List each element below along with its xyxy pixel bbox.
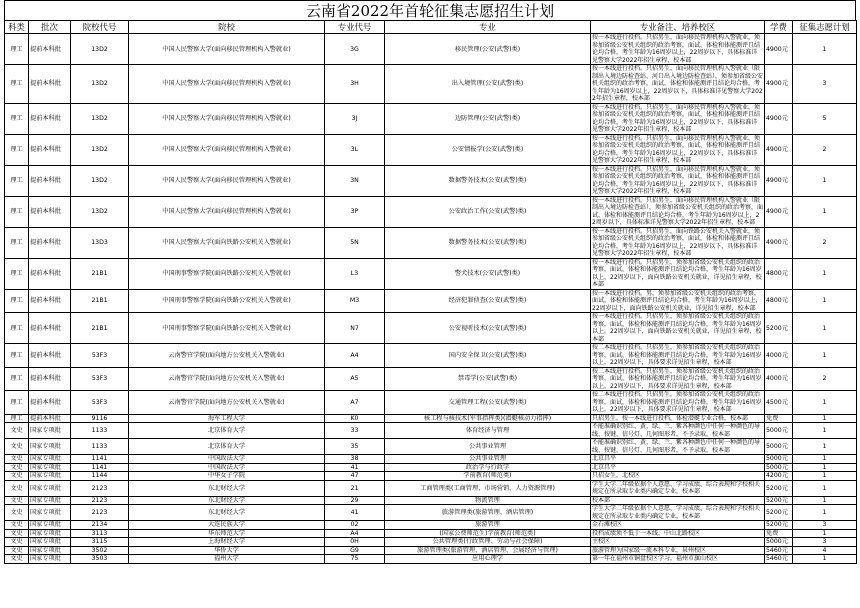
major-cell: 国内安全保卫(公安(武警)类) xyxy=(385,344,591,368)
quota-cell: 1 xyxy=(793,505,857,521)
subject-cell: 理工 xyxy=(5,103,29,134)
tuition-cell: 4800元 xyxy=(765,258,793,289)
major-cell: 物流管理 xyxy=(385,496,591,505)
page-title: 云南省2022年首轮征集志愿招生计划 xyxy=(4,0,856,20)
tuition-cell: 4000元 xyxy=(765,367,793,391)
quota-cell: 1 xyxy=(793,463,857,472)
major-cell: 数据警务技术(公安(武警)类) xyxy=(385,165,591,196)
header-cell: 院校 xyxy=(129,21,325,34)
header-cell: 科类 xyxy=(5,21,29,34)
tuition-cell: 免费 xyxy=(765,414,793,423)
batch-cell: 国家专项批 xyxy=(29,538,71,547)
major-code-cell: 5N xyxy=(325,227,385,258)
notes-cell: 学生大学二年级依据个人意愿、学习成绩、综合表现和学校相关规定在所录取专业类内确定专业，校本部 xyxy=(591,505,765,521)
subject-cell: 文史 xyxy=(5,555,29,564)
header-row xyxy=(5,21,857,34)
table-body xyxy=(5,34,857,564)
batch-cell: 国家专项批 xyxy=(29,472,71,481)
major-code-cell: 47 xyxy=(325,472,385,481)
subject-cell: 理工 xyxy=(5,258,29,289)
tuition-cell: 5200元 xyxy=(765,505,793,521)
notes-cell: 按一本线进行投档。只招男生，面向移民管理机构入警就业（限制出入境边防检查站、河口出入境边防检查站），须参加省级公安机关组织的政治考察，面试，体检和体能测评且结论均合格，考生年龄为16周岁以上，22周岁以下，具体标准详见警察大学2022年招生章程，校本部 xyxy=(592,65,764,102)
major-code-cell: 35 xyxy=(325,439,385,455)
table-row xyxy=(5,289,857,313)
school-cell: 云南警官学院(面向地方公安机关入警就业) xyxy=(129,367,325,391)
tuition-cell: 4900元 xyxy=(765,165,793,196)
major-cell: 经济犯罪侦查(公安(武警)类) xyxy=(385,289,591,313)
school-code-cell: 9116 xyxy=(71,414,129,423)
header-cell: 专业代号 xyxy=(325,21,385,34)
batch-cell: 国家专项批 xyxy=(29,463,71,472)
tuition-cell: 5000元 xyxy=(765,455,793,464)
tuition-cell: 4900元 xyxy=(765,196,793,227)
school-cell: 华侨大学 xyxy=(129,546,325,555)
major-code-cell: M3 xyxy=(325,289,385,313)
batch-cell: 提前本科批 xyxy=(29,227,71,258)
batch-cell: 提前本科批 xyxy=(29,196,71,227)
notes-cell: 旅游管理为国家级一流本科专业，泉州校区 xyxy=(591,546,765,555)
batch-cell: 国家专项批 xyxy=(29,555,71,564)
notes-cell: 只招女生，北校区 xyxy=(591,472,765,481)
table-row xyxy=(5,439,857,455)
table-row xyxy=(5,65,857,104)
major-cell: 移民管理(公安(武警)类) xyxy=(385,34,591,65)
notes-cell: 学生大学二年级依据个人意愿、学习成绩、综合表现和学校相关规定在所录取专业类内确定专业，校本部 xyxy=(591,480,765,496)
major-cell: 核工程与核技术(军事指挥类)(潜艇核动力指挥) xyxy=(385,414,591,423)
table-row xyxy=(5,496,857,505)
school-code-cell: 1133 xyxy=(71,439,129,455)
subject-cell: 理工 xyxy=(5,414,29,423)
school-cell: 华东师范大学 xyxy=(129,529,325,538)
notes-cell: 不能准确识别红、黄、绿、兰、紫各种颜色中任何一种颜色的导线、按键、信号灯、几何图形者，不予录取，校本部 xyxy=(591,439,765,455)
school-code-cell: 3115 xyxy=(71,538,129,547)
batch-cell: 提前本科批 xyxy=(29,344,71,368)
batch-cell: 提前本科批 xyxy=(29,313,71,344)
major-cell: 数据警务技术(公安(武警)类) xyxy=(385,227,591,258)
major-cell: 警犬技术(公安(武警)类) xyxy=(385,258,591,289)
school-cell: 中国政法大学 xyxy=(129,463,325,472)
major-cell: 应用心理学 xyxy=(385,555,591,564)
subject-cell: 理工 xyxy=(5,289,29,313)
batch-cell: 提前本科批 xyxy=(29,258,71,289)
batch-cell: 国家专项批 xyxy=(29,423,71,439)
notes-cell: 按一本线进行投档。只招男生，面向移民管理机构入警就业，须参加省级公安机关组织的政治考察，面试，体检和体能测评且结论均合格，考生年龄为16周岁以上，22周岁以下，具体标准详见警察大学2022年招生章程，校本部 xyxy=(591,165,765,196)
tuition-cell: 5200元 xyxy=(765,313,793,344)
school-cell: 中国人民警察大学(面向移民管理机构入警就业) xyxy=(129,34,325,65)
notes-cell: 北京昌平 xyxy=(591,463,765,472)
school-cell: 中国刑事警察学院(面向铁路公安机关入警就业) xyxy=(129,258,325,289)
major-cell: 公共事业管理 xyxy=(385,439,591,455)
school-cell: 中国刑事警察学院(面向铁路公安机关入警就业) xyxy=(129,313,325,344)
school-code-cell: 2134 xyxy=(71,521,129,530)
notes-cell: 按一本线进行投档。只招男生，面向移民管理机构入警就业，须参加省级公安机关组织的政治考察，面试，体检和体能测评且结论均合格，考生年龄为16周岁以上，22周岁以下，具体标准详见警察大学2022年招生章程，校本部 xyxy=(591,103,765,134)
subject-cell: 文史 xyxy=(5,472,29,481)
batch-cell: 提前本科批 xyxy=(29,367,71,391)
quota-cell: 1 xyxy=(793,165,857,196)
quota-cell: 1 xyxy=(793,439,857,455)
header-cell: 学费 xyxy=(765,21,793,34)
quota-cell: 4 xyxy=(793,546,857,555)
school-cell: 东北财经大学 xyxy=(129,496,325,505)
quota-cell: 3 xyxy=(793,521,857,530)
school-code-cell: 3113 xyxy=(71,529,129,538)
school-code-cell: 13D2 xyxy=(71,165,129,196)
subject-cell: 文史 xyxy=(5,463,29,472)
major-code-cell: K0 xyxy=(325,414,385,423)
school-cell: 中国刑事警察学院(面向铁路公安机关入警就业) xyxy=(129,289,325,313)
major-code-cell: 3N xyxy=(325,165,385,196)
table-row xyxy=(5,391,857,415)
batch-cell: 国家专项批 xyxy=(29,455,71,464)
quota-cell: 1 xyxy=(793,313,857,344)
batch-cell: 国家专项批 xyxy=(29,521,71,530)
batch-cell: 提前本科批 xyxy=(29,134,71,165)
admission-plan-table xyxy=(4,20,857,564)
school-cell: 中国人民警察大学(面向移民管理机构入警就业) xyxy=(129,165,325,196)
major-code-cell: 29 xyxy=(325,496,385,505)
batch-cell: 国家专项批 xyxy=(29,546,71,555)
quota-cell: 5 xyxy=(793,103,857,134)
major-code-cell: 41 xyxy=(325,505,385,521)
quota-cell: 1 xyxy=(793,496,857,505)
table-row xyxy=(5,423,857,439)
quota-cell: 1 xyxy=(793,391,857,415)
header-cell: 征集志愿计划 xyxy=(793,21,857,34)
major-code-cell: 21 xyxy=(325,480,385,496)
batch-cell: 国家专项批 xyxy=(29,496,71,505)
table-row xyxy=(5,480,857,496)
school-cell: 东北财经大学 xyxy=(129,480,325,496)
table-row xyxy=(5,165,857,196)
subject-cell: 理工 xyxy=(5,65,29,104)
tuition-cell: 4900元 xyxy=(765,65,793,104)
school-code-cell: 21B1 xyxy=(71,313,129,344)
notes-cell: 按二本线进行投档。只招男生，须参加省级公安机关组织的政治考察，面试，体检和体能测评且结论均合格，考生年龄为16周岁以上，22周岁以下，具体要求详见招生章程，校本部 xyxy=(591,367,765,391)
school-cell: 中国人民警察大学(面向移民管理机构入警就业) xyxy=(129,196,325,227)
tuition-cell: 4900元 xyxy=(765,134,793,165)
batch-cell: 提前本科批 xyxy=(29,391,71,415)
quota-cell: 1 xyxy=(793,529,857,538)
tuition-cell: 5200元 xyxy=(765,480,793,496)
school-cell: 中华女子学院 xyxy=(129,472,325,481)
tuition-cell: 4900元 xyxy=(765,227,793,258)
batch-cell: 提前本科批 xyxy=(29,103,71,134)
quota-cell: 2 xyxy=(793,367,857,391)
table-row xyxy=(5,414,857,423)
school-code-cell: 13D3 xyxy=(71,227,129,258)
major-code-cell: L3 xyxy=(325,258,385,289)
subject-cell: 文史 xyxy=(5,480,29,496)
batch-cell: 提前本科批 xyxy=(29,34,71,65)
school-code-cell: 53F3 xyxy=(71,367,129,391)
table-row xyxy=(5,103,857,134)
tuition-cell: 4500元 xyxy=(765,391,793,415)
tuition-cell: 5000元 xyxy=(765,538,793,547)
school-cell: 中国人民警察大学(面向铁路公安机关入警就业) xyxy=(129,227,325,258)
quota-cell: 1 xyxy=(793,196,857,227)
notes-cell: 不能准确识别红、黄、绿、兰、紫各种颜色中任何一种颜色的导线、按键、信号灯、几何图形者，不予录取，校本部 xyxy=(591,423,765,439)
quota-cell: 1 xyxy=(793,455,857,464)
subject-cell: 理工 xyxy=(5,165,29,196)
tuition-cell: 4000元 xyxy=(765,344,793,368)
tuition-cell: 4200元 xyxy=(765,472,793,481)
subject-cell: 文史 xyxy=(5,529,29,538)
table-row xyxy=(5,529,857,538)
school-code-cell: 1141 xyxy=(71,455,129,464)
tuition-cell: 4800元 xyxy=(765,289,793,313)
batch-cell: 国家专项批 xyxy=(29,529,71,538)
quota-cell: 3 xyxy=(793,538,857,547)
subject-cell: 文史 xyxy=(5,423,29,439)
major-code-cell: 3H xyxy=(325,65,385,104)
school-cell: 北京体育大学 xyxy=(129,439,325,455)
major-cell: 边防管理(公安(武警)类) xyxy=(385,103,591,134)
notes-cell: 金石滩校区 xyxy=(591,521,765,530)
school-code-cell: 2123 xyxy=(71,505,129,521)
school-code-cell: 1144 xyxy=(71,472,129,481)
notes-cell: 按一本线进行投档。只招男生，面向铁路公安机关入警就业，须参加省级公安机关组织的政治考察，面试，体检和体能测评且结论均合格，考生年龄为16周岁以上，22周岁以下，具体标准详见警察大学2022年招生章程，校本部 xyxy=(591,227,765,258)
school-cell: 福州大学 xyxy=(129,555,325,564)
major-code-cell: N7 xyxy=(325,313,385,344)
batch-cell: 国家专项批 xyxy=(29,480,71,496)
subject-cell: 文史 xyxy=(5,455,29,464)
major-code-cell: 3P xyxy=(325,196,385,227)
school-code-cell: 1141 xyxy=(71,463,129,472)
major-cell: 学前教育(师范类) xyxy=(385,472,591,481)
batch-cell: 国家专项批 xyxy=(29,505,71,521)
header-cell: 专业备注、培养校区 xyxy=(591,21,765,34)
subject-cell: 文史 xyxy=(5,505,29,521)
major-cell: 旅游管理类(旅游管理、酒店管理、会展经济与管理) xyxy=(385,546,591,555)
subject-cell: 理工 xyxy=(5,391,29,415)
table-row xyxy=(5,463,857,472)
batch-cell: 提前本科批 xyxy=(29,414,71,423)
table-row xyxy=(5,472,857,481)
subject-cell: 文史 xyxy=(5,496,29,505)
header-cell: 院校代号 xyxy=(71,21,129,34)
major-code-cell: 0H xyxy=(325,538,385,547)
table-row xyxy=(5,455,857,464)
major-cell: 公安视听技术(公安(武警)类) xyxy=(385,313,591,344)
quota-cell: 3 xyxy=(793,65,857,104)
quota-cell: 1 xyxy=(793,414,857,423)
major-code-cell: A4 xyxy=(325,344,385,368)
major-code-cell: 33 xyxy=(325,423,385,439)
school-code-cell: 13D2 xyxy=(71,65,129,104)
notes-cell: 校本部 xyxy=(591,496,765,505)
subject-cell: 理工 xyxy=(5,227,29,258)
tuition-cell: 5000元 xyxy=(765,439,793,455)
tuition-cell: 5000元 xyxy=(765,423,793,439)
quota-cell: 1 xyxy=(793,423,857,439)
major-code-cell: 02 xyxy=(325,521,385,530)
school-cell: 中国政法大学 xyxy=(129,455,325,464)
school-code-cell: 1133 xyxy=(71,423,129,439)
school-code-cell: 21B1 xyxy=(71,289,129,313)
subject-cell: 理工 xyxy=(5,34,29,65)
major-cell: 公安政治工作(公安(武警)类) xyxy=(385,196,591,227)
notes-cell: 按一本线进行投档。男，须参加省级公安机关组织的政治考察，面试，体检和体能测评且结论均合格，考生年龄为16周岁以上，22周岁以下，面向铁路公安机关就业，详见招生章程，校本部 xyxy=(591,289,765,313)
notes-cell: 按二本线进行投档。只招男生，须参加省级公安机关组织的政治考察，面试，体检和体能测评且结论均合格，考生年龄为16周岁以上，22周岁以下，具体要求详见招生章程，校本部 xyxy=(591,344,765,368)
table-row xyxy=(5,227,857,258)
notes-cell: 按一本线进行投档。只招男生，面向移民管理机构入警就业，须参加省级公安机关组织的政治考察，面试，体检和体能测评且结论均合格，考生年龄为16周岁以上，22周岁以下，具体标准详见警察大学2022年招生章程，校本部 xyxy=(591,34,765,65)
school-code-cell: 13D2 xyxy=(71,103,129,134)
quota-cell: 1 xyxy=(793,344,857,368)
school-cell: 海军工程大学 xyxy=(129,414,325,423)
notes-cell: 北京昌平 xyxy=(591,455,765,464)
table-row xyxy=(5,367,857,391)
notes-cell: 按一本线进行投档。只招男生，须参加省级公安机关组织的政治考察，面试，体检和体能测评且结论均合格，考生年龄为16周岁以上，22周岁以下，面向铁路公安机关就业，详见招生章程，校本部 xyxy=(591,313,765,344)
school-code-cell: 2123 xyxy=(71,496,129,505)
tuition-cell: 免费 xyxy=(765,529,793,538)
major-code-cell: 3L xyxy=(325,134,385,165)
school-cell: 云南警官学院(面向地方公安机关入警就业) xyxy=(129,391,325,415)
table-row xyxy=(5,258,857,289)
subject-cell: 文史 xyxy=(5,439,29,455)
header-cell: 批次 xyxy=(29,21,71,34)
major-cell: 公共事业管理 xyxy=(385,455,591,464)
quota-cell: 1 xyxy=(793,289,857,313)
major-code-cell: G9 xyxy=(325,546,385,555)
table-row xyxy=(5,134,857,165)
major-cell: (国家公费师范生)学前教育(师范类) xyxy=(385,529,591,538)
notes-cell: 按一本线进行投档。只招男生，面向移民管理机构入警就业，须参加省级公安机关组织的政治考察，面试，体检和体能测评且结论均合格，考生年龄为16周岁以上，22周岁以下，具体标准详见警察大学2022年招生章程，校本部 xyxy=(591,134,765,165)
major-code-cell: 3G xyxy=(325,34,385,65)
notes-cell: 按二本线进行投档。只招男生，须参加省级公安机关组织的政治考察，面试，体检和体能测评且结论均合格，考生年龄为16周岁以上，22周岁以下，具体要求详见招生章程，校本部 xyxy=(591,391,765,415)
school-code-cell: 13D2 xyxy=(71,134,129,165)
tuition-cell: 5200元 xyxy=(765,521,793,530)
school-cell: 东北财经大学 xyxy=(129,505,325,521)
school-cell: 北京体育大学 xyxy=(129,423,325,439)
school-cell: 中国人民警察大学(面向移民管理机构入警就业) xyxy=(129,103,325,134)
major-cell: 公共管理类(行政管理、劳动与社会保障) xyxy=(385,538,591,547)
notes-cell: 投档成绩须不低于一本线，中山北路校区 xyxy=(591,529,765,538)
subject-cell: 理工 xyxy=(5,134,29,165)
table-row xyxy=(5,546,857,555)
tuition-cell: 5200元 xyxy=(765,496,793,505)
major-cell: 旅游管理类(旅游管理、酒店管理) xyxy=(385,505,591,521)
batch-cell: 国家专项批 xyxy=(29,439,71,455)
subject-cell: 理工 xyxy=(5,344,29,368)
subject-cell: 理工 xyxy=(5,367,29,391)
school-code-cell: 21B1 xyxy=(71,258,129,289)
notes-cell: 第一年在福州市铜盘校区学习，福州市旗山校区 xyxy=(591,555,765,564)
quota-cell: 1 xyxy=(793,480,857,496)
tuition-cell: 4900元 xyxy=(765,34,793,65)
quota-cell: 2 xyxy=(793,227,857,258)
quota-cell: 1 xyxy=(793,472,857,481)
major-cell: 体育经济与管理 xyxy=(385,423,591,439)
major-cell: 旅游管理 xyxy=(385,521,591,530)
tuition-cell: 4900元 xyxy=(765,103,793,134)
school-code-cell: 3503 xyxy=(71,555,129,564)
quota-cell: 1 xyxy=(793,555,857,564)
table-row xyxy=(5,505,857,521)
notes-cell: 按一本线进行投档。只招男生，须参加省级公安机关组织的政治考察，面试，体检和体能测评且结论均合格，考生年龄为16周岁以上，22周岁以下，面向铁路公安机关就业，详见招生章程，校本部 xyxy=(591,258,765,289)
major-cell: 公安情报学(公安(武警)类) xyxy=(385,134,591,165)
table-row xyxy=(5,538,857,547)
school-code-cell: 13D2 xyxy=(71,196,129,227)
school-cell: 中国人民警察大学(面向移民管理机构入警就业) xyxy=(129,65,325,104)
school-code-cell: 3502 xyxy=(71,546,129,555)
major-cell: 交通管理工程(公安(武警)类) xyxy=(385,391,591,415)
major-cell: 工商管理类(工商管理、市场营销、人力资源管理) xyxy=(385,480,591,496)
major-code-cell: 75 xyxy=(325,555,385,564)
school-cell: 大连民族大学 xyxy=(129,521,325,530)
school-code-cell: 13D2 xyxy=(71,34,129,65)
table-row xyxy=(5,344,857,368)
school-code-cell: 2123 xyxy=(71,480,129,496)
major-code-cell: 3J xyxy=(325,103,385,134)
table-row xyxy=(5,313,857,344)
notes-cell: 主校区 xyxy=(591,538,765,547)
quota-cell: 1 xyxy=(793,258,857,289)
quota-cell: 1 xyxy=(793,34,857,65)
school-code-cell: 53F3 xyxy=(71,391,129,415)
subject-cell: 文史 xyxy=(5,538,29,547)
quota-cell: 2 xyxy=(793,134,857,165)
table-row xyxy=(5,521,857,530)
table-row xyxy=(5,555,857,564)
batch-cell: 提前本科批 xyxy=(29,65,71,104)
tuition-cell: 5460元 xyxy=(765,555,793,564)
major-code-cell: A7 xyxy=(325,391,385,415)
table-row xyxy=(5,34,857,65)
subject-cell: 理工 xyxy=(5,196,29,227)
notes-cell: 按一本线进行投档。只招男生，面向移民管理机构入警就业（限制出入境边防检查站），须参加省级公安机关组织的政治考察，面试，体检和体能测评且结论均合格，考生年龄为16周岁以上，22周岁以下，具体标准详见警察大学2022年招生章程，校本部 xyxy=(592,196,764,226)
major-cell: 政治学与行政学 xyxy=(385,463,591,472)
major-code-cell: 41 xyxy=(325,463,385,472)
subject-cell: 理工 xyxy=(5,313,29,344)
table-row xyxy=(5,196,857,227)
subject-cell: 文史 xyxy=(5,521,29,530)
major-code-cell: 38 xyxy=(325,455,385,464)
major-code-cell: A5 xyxy=(325,367,385,391)
tuition-cell: 5460元 xyxy=(765,546,793,555)
major-cell: 禁毒学(公安(武警)类) xyxy=(385,367,591,391)
batch-cell: 提前本科批 xyxy=(29,165,71,196)
subject-cell: 文史 xyxy=(5,546,29,555)
header-cell: 专业 xyxy=(385,21,591,34)
major-code-cell: A4 xyxy=(325,529,385,538)
school-cell: 中国人民警察大学(面向移民管理机构入警就业) xyxy=(129,134,325,165)
tuition-cell: 5000元 xyxy=(765,463,793,472)
school-cell: 上海财经大学 xyxy=(129,538,325,547)
notes-cell: 只招男生，按一本线进行投档，体检潜艇专业合格，校本部 xyxy=(591,414,765,423)
school-code-cell: 53F3 xyxy=(71,344,129,368)
school-cell: 云南警官学院(面向地方公安机关入警就业) xyxy=(129,344,325,368)
batch-cell: 提前本科批 xyxy=(29,289,71,313)
major-cell: 出入境管理(公安(武警)类) xyxy=(385,65,591,104)
